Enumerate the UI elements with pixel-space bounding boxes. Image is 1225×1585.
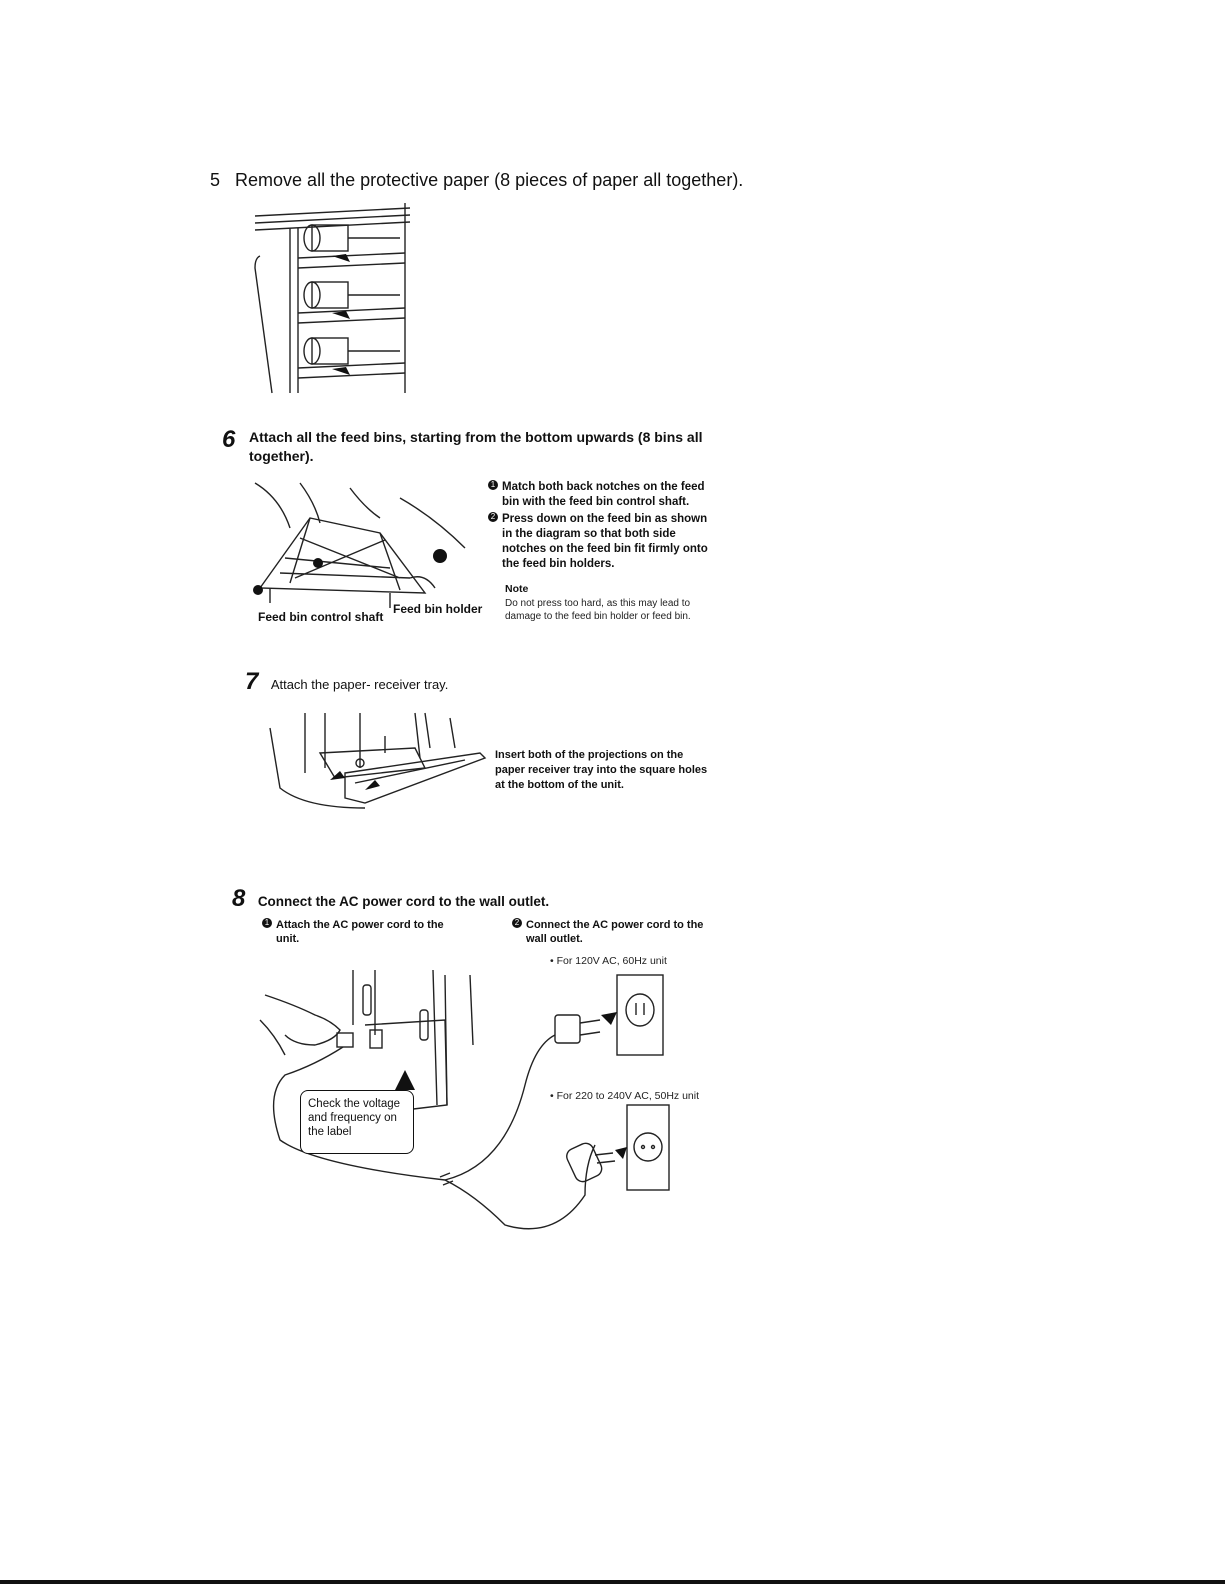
step6-instr1-line1: Match both back notches on the feed	[502, 481, 705, 493]
plug-220v-label: • For 220 to 240V AC, 50Hz unit	[550, 1090, 700, 1102]
step6-note-line1: Do not press too hard, as this may lead to	[505, 598, 691, 609]
step6-instructions	[488, 480, 738, 623]
protective-paper-illustration	[250, 198, 415, 398]
step5-text: Remove all the protective paper (8 pieces of paper all together).	[235, 170, 744, 190]
paper-receiver-tray-illustration	[265, 708, 490, 818]
step8-heading	[232, 885, 549, 913]
voltage-check-callout	[300, 1090, 414, 1154]
page-bottom-rule	[0, 1580, 1225, 1584]
step5-heading	[210, 170, 743, 191]
step6-heading	[222, 428, 742, 466]
step6-title-line1: Attach all the feed bins, starting from the bottom upwards (8 bins all	[249, 429, 703, 445]
bullet-2-icon: 2	[488, 512, 498, 522]
step8-sub1-line2: unit.	[276, 933, 300, 945]
step6-instr2-line2: in the diagram so that both side	[502, 528, 676, 540]
step6-instr2-line3: notches on the feed bin fit firmly onto	[502, 543, 708, 555]
callout-line3: the label	[308, 1126, 352, 1138]
step7-instructions	[495, 748, 707, 793]
step8-sub1	[262, 918, 444, 946]
plug-120v-label: • For 120V AC, 60Hz unit	[550, 955, 667, 967]
step7-heading	[245, 668, 448, 696]
step5-number: 5	[210, 170, 221, 190]
feed-bin-holder-label: Feed bin holder	[393, 602, 483, 616]
step8-sub2	[512, 918, 703, 946]
bullet-2-icon: 2	[512, 918, 522, 928]
feed-bin-illustration	[250, 478, 483, 618]
step6-note-line2: damage to the feed bin holder or feed bin.	[505, 611, 691, 622]
step8-title: Connect the AC power cord to the wall outlet.	[257, 894, 550, 909]
bullet-1-icon: 1	[488, 480, 498, 490]
step8-sub2-line1: Connect the AC power cord to the	[526, 919, 704, 931]
step7-title: Attach the paper- receiver tray.	[270, 677, 449, 692]
step6-instr1-line2: bin with the feed bin control shaft.	[502, 496, 690, 508]
feed-bin-control-shaft-label: Feed bin control shaft	[258, 610, 384, 624]
step8-sub1-line1: Attach the AC power cord to the	[276, 919, 444, 931]
step6-instr2-line1: Press down on the feed bin as shown	[502, 513, 708, 525]
step7-instr-line3: at the bottom of the unit.	[495, 779, 624, 791]
step6-title-line2: together).	[249, 448, 314, 464]
step8-sub2-line2: wall outlet.	[526, 933, 583, 945]
step7-instr-line1: Insert both of the projections on the	[495, 749, 684, 761]
step6-number: 6	[222, 426, 236, 453]
callout-line1: Check the voltage	[308, 1098, 401, 1110]
step7-number: 7	[245, 668, 259, 695]
step8-number: 8	[232, 885, 246, 912]
step7-instr-line2: paper receiver tray into the square holes	[495, 764, 708, 776]
callout-line2: and frequency on	[308, 1112, 397, 1124]
bullet-1-icon: 1	[262, 918, 272, 928]
step6-instr2-line4: the feed bin holders.	[502, 558, 615, 570]
step6-note-label: Note	[505, 583, 529, 595]
